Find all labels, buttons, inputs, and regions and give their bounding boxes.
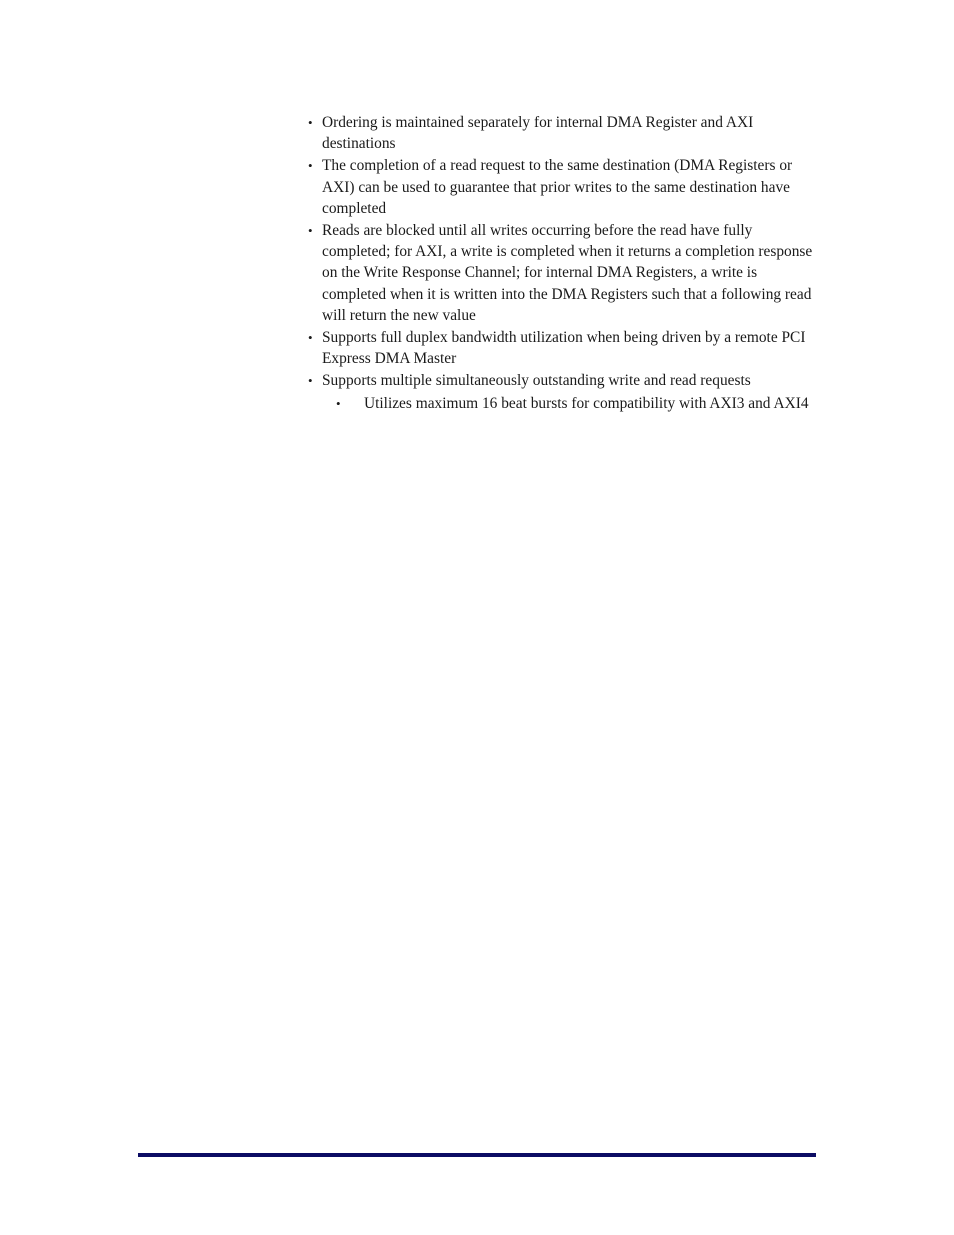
bullet-icon: • — [336, 395, 341, 411]
sub-bullet-list — [293, 393, 813, 414]
bullet-icon: • — [308, 330, 313, 346]
list-item-text: Supports full duplex bandwidth utilization when being driven by a remote PCI Express DMA Master — [322, 329, 806, 368]
list-item-text: Ordering is maintained separately for internal DMA Register and AXI destinations — [322, 114, 754, 153]
sub-list-item — [293, 393, 813, 414]
list-item — [293, 220, 813, 326]
bullet-icon: • — [308, 115, 313, 130]
feature-list-section — [293, 112, 813, 414]
list-item — [293, 327, 813, 369]
list-item — [293, 370, 813, 391]
sub-list-item-text: Utilizes maximum 16 beat bursts for compatibility with AXI3 and AXI4 — [364, 394, 809, 412]
list-item-text: The completion of a read request to the same destination (DMA Registers or AXI) can be used to guarantee that prior writes to the same destination have completed — [322, 157, 793, 217]
list-item-text: Supports multiple simultaneously outstanding write and read requests — [322, 372, 751, 390]
bullet-icon: • — [308, 158, 313, 174]
list-item — [293, 155, 813, 219]
footer-rule — [138, 1153, 816, 1157]
bullet-list — [293, 112, 813, 392]
list-item-text: Reads are blocked until all writes occurring before the read have fully completed; for AXI, a write is completed when it returns a completion response on the Write Response Channel; for internal DMA Registers, a write is completed when it is written into the DMA Registers such that a following read will return the new value — [322, 222, 813, 324]
bullet-icon: • — [308, 223, 313, 239]
list-item — [293, 112, 813, 154]
bullet-icon: • — [308, 373, 313, 389]
